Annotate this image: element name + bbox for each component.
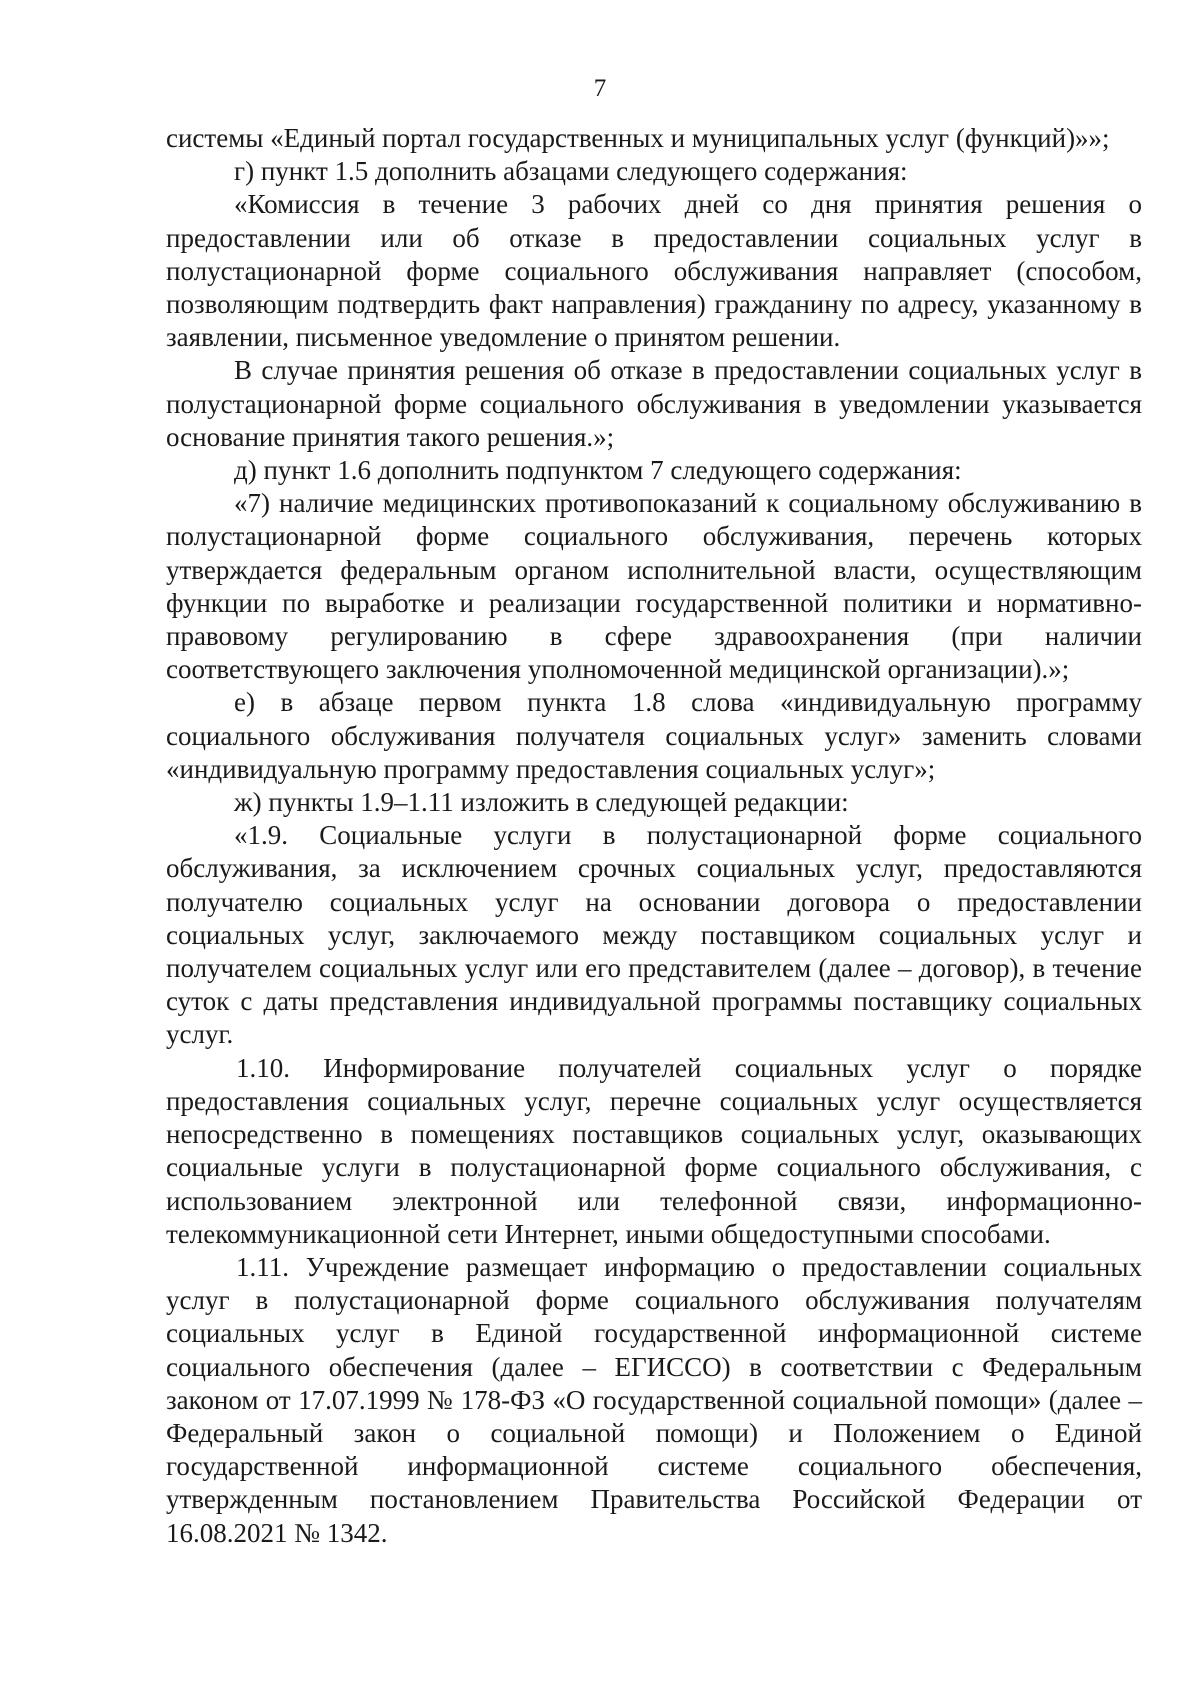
document-body (166, 122, 1142, 1550)
paragraph-1-10: 1.10. Информирование получателей социальных услуг о порядке предоставления социальных услуг, перечне социальных услуг осуществляется непосредственно в помещениях поставщиков социальных услуг, оказывающих социальные услуги в полустационарной форме социального обслуживания, с использованием электронной или телефонной связи, информационно-телекоммуникационной сети Интернет, иными общедоступными способами. (166, 1052, 1142, 1249)
paragraph-item-zh: ж) пункты 1.9–1.11 изложить в следующей редакции: (234, 787, 849, 818)
paragraph-subitem-7: «7) наличие медицинских противопоказаний к социальному обслуживанию в полустационарной форме социального обслуживания, перечень которых утверждается федеральным органом исполнительной власти, осуществляющим функции по выработке и реализации государственной политики и нормативно-правовому регулированию в сфере здравоохранения (при наличии соответствующего заключения уполномоченной медицинской организации).»; (166, 488, 1142, 685)
page-number: 7 (593, 75, 607, 102)
paragraph-1-9: «1.9. Социальные услуги в полустационарной форме социального обслуживания, за исключением срочных социальных услуг, предоставляются получателю социальных услуг на основании договора о предоставлении социальных услуг, заключаемого между поставщиком социальных услуг и получателем социальных услуг или его представителем (далее – договор), в течение суток с даты представления индивидуальной программы поставщику социальных услуг. (166, 820, 1142, 1050)
paragraph-item-g: г) пункт 1.5 дополнить абзацами следующего содержания: (234, 156, 908, 187)
paragraph-commission: «Комиссия в течение 3 рабочих дней со дня принятия решения о предоставлении или об отказе в предоставлении социальных услуг в полустационарной форме социального обслуживания направляет (способом, позволяющим подтвердить факт направления) гражданину по адресу, указанному в заявлении, письменное уведомление о принятом решении. (166, 189, 1142, 353)
paragraph-item-d: д) пункт 1.6 дополнить подпунктом 7 следующего содержания: (234, 455, 962, 486)
paragraph-item-e: е) в абзаце первом пункта 1.8 слова «индивидуальную программу социального обслуживания получателя социальных услуг» заменить словами «индивидуальную программу предоставления социальных услуг»; (166, 687, 1142, 784)
paragraph-1-11: 1.11. Учреждение размещает информацию о предоставлении социальных услуг в полустационарной форме социального обслуживания получателям социальных услуг в Единой государственной информационной системе социального обеспечения (далее – ЕГИССО) в соответствии с Федеральным законом от 17.07.1999 № 178-ФЗ «О государственной социальной помощи» (далее – Федеральный закон о социальной помощи) и Положением о Единой государственной информационной системе социального обеспечения, утвержденным постановлением Правительства Российской Федерации от 16.08.2021 № 1342. (166, 1251, 1142, 1548)
paragraph-continuation: системы «Единый портал государственных и муниципальных услуг (функций)»»; (166, 123, 1110, 153)
paragraph-refusal: В случае принятия решения об отказе в предоставлении социальных услуг в полустационарной форме социального обслуживания в уведомлении указывается основание принятия такого решения.»; (166, 355, 1142, 452)
